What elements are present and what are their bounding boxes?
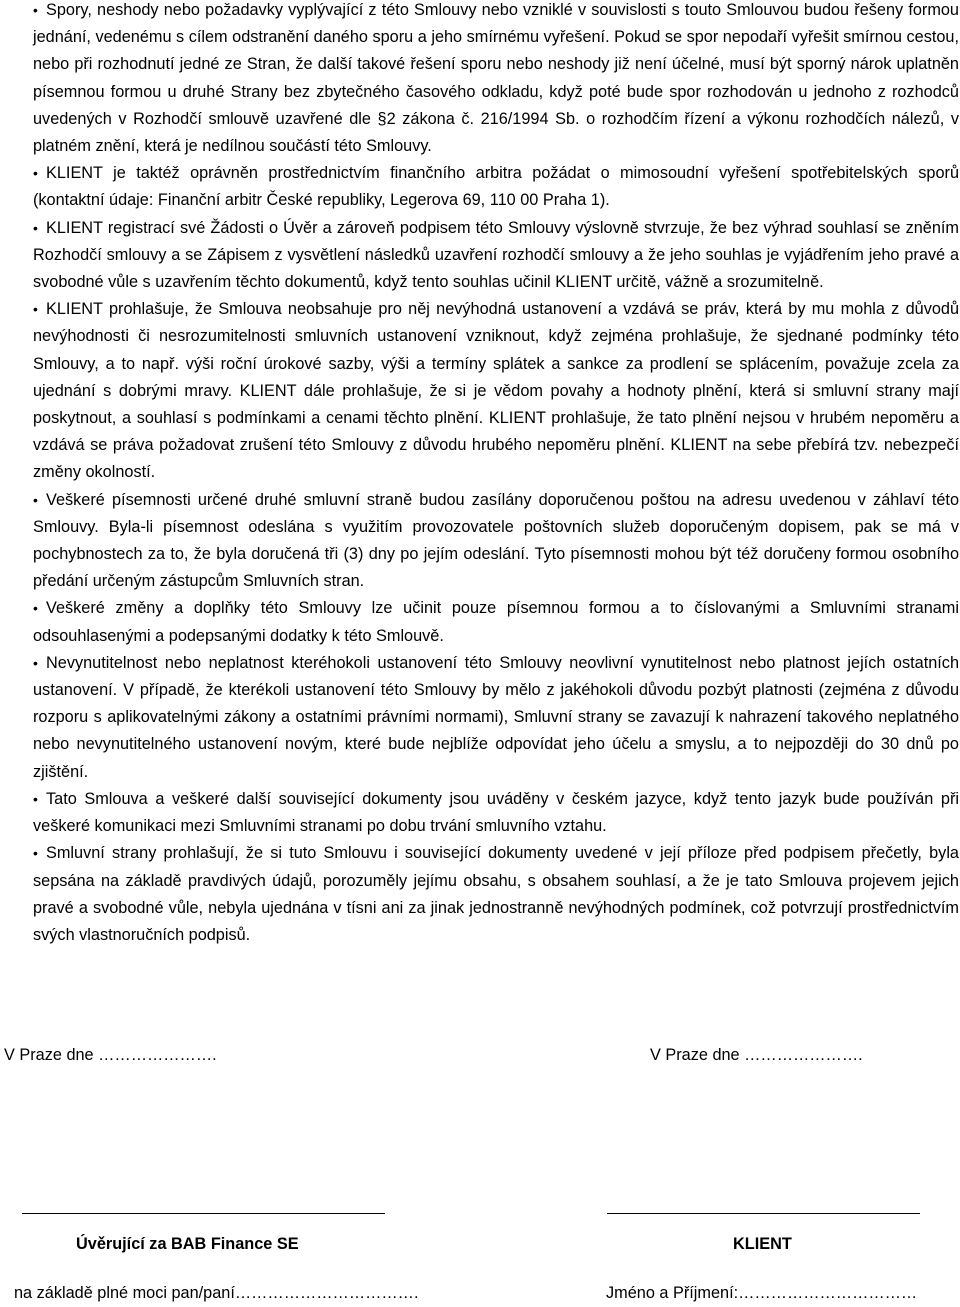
clause-item [33,840,959,949]
clause-item [33,487,959,596]
bullet-icon: • [33,790,38,807]
clause-item [33,650,959,786]
bullet-icon: • [33,2,38,18]
clause-item [33,215,959,297]
clause-text: KLIENT je taktéž oprávněn prostřednictvím finančního arbitra požádat o mimosoudní vyřešení spotřebitelských sporů (kontaktní údaje: Finanční arbitr České republiky, Legerova 69, 110 00 Praha 1). [33,164,959,210]
bullet-icon: • [33,600,38,617]
clause-text: Spory, neshody nebo požadavky vyplývající z této Smlouvy nebo vzniklé v souvislosti s touto Smlouvou budou řešeny formou jednání, vedenému s cílem odstranění daného sporu a jeho smírnému vyřešení. Pokud se spor nepodaří vyřešit smírnou cestou, nebo při rozhodnutí jedné ze Stran, že další takové řešení sporu nebo neshody již není účelné, musí být sporný nárok uplatněn písemnou formou u druhé Strany bez zbytečného časového odkladu, když poté bude spor rozhodován u jednoho z rozhodců uvedených v Rozhodčí smlouvě uzavřené dle §2 zákona č. 216/1994 Sb. o rozhodčím řízení a výkonu rozhodčích nálezů, v platném znění, která je nedílnou součástí této Smlouvy. [33,1,959,156]
clause-text: Smluvní strany prohlašují, že si tuto Smlouvu i související dokumenty uvedené v její příloze před podpisem přečetly, byla sepsána na základě pravdivých údajů, porozuměly jejímu obsahu, s obsahem souhlasí, a že je tato Smlouva projevem jejich pravé a svobodné vůle, nebyla ujednána v tísni ani za jinak jednostranně nevýhodných podmínek, což potvrzují prostřednictvím svých vlastnoručních podpisů. [33,844,959,944]
clause-list [33,0,959,949]
left-place-date: V Praze dne …………………. [4,1046,217,1064]
clause-text: KLIENT registrací své Žádosti o Úvěr a zároveň podpisem této Smlouvy výslovně stvrzuje, že bez výhrad souhlasí se zněním Rozhodčí smlouvy a se Zápisem z vysvětlení následků uzavření rozhodčí smlouvy a že jeho souhlas je vyjádřením jeho pravé a svobodné vůle s uzavřením těchto dokumentů, když tento souhlas učinil KLIENT určitě, vážně a srozumitelně. [33,218,959,292]
bullet-icon: • [33,219,38,236]
clause-text: Nevynutitelnost nebo neplatnost kteréhokoli ustanovení této Smlouvy neovlivní vynutitelnost nebo platnost jejích ostatních ustanovení. V případě, že kterékoli ustanovení této Smlouvy by mělo z jakéhokoli důvodu pozbýt platnosti (zejména z důvodu rozporu s aplikovatelnými zákony a ostatními právními normami), Smluvní strany se zavazují k nahrazení takového neplatného nebo nevynutitelného ustanovení novým, které bude nejblíže odpovídat jeho účelu a smyslu, a to nejpozději do 30 dnů po zjištění. [33,653,959,781]
bullet-icon: • [33,165,38,182]
right-name-line: Jméno a Příjmení:…………………………… [606,1284,918,1302]
clause-item [33,160,959,214]
clause-item [33,0,959,160]
left-signature-line [22,1213,385,1214]
clause-item [33,296,959,486]
right-party-label: KLIENT [733,1235,792,1253]
right-place-date: V Praze dne …………………. [650,1046,863,1064]
bullet-icon: • [33,654,38,671]
bullet-icon: • [33,301,38,318]
bullet-icon: • [33,491,38,508]
left-party-label: Úvěrující za BAB Finance SE [76,1235,299,1253]
left-authority-line: na základě plné moci pan/paní……………………………. [14,1284,419,1302]
clause-item [33,595,959,649]
clause-text: Veškeré písemnosti určené druhé smluvní straně budou zasílány doporučenou poštou na adresu uvedenou v záhlaví této Smlouvy. Byla-li písemnost odeslána s využitím provozovatele poštovních služeb doporučeným dopisem, pak se má v pochybnostech za to, že byla doručená tři (3) dny po jejím odeslání. Tyto písemnosti mohou být též doručeny formou osobního předání určeným zástupcům Smluvních stran. [33,490,959,591]
right-signature-line [607,1213,920,1214]
clause-text: KLIENT prohlašuje, že Smlouva neobsahuje pro něj nevýhodná ustanovení a vzdává se práv, která by mu mohla z důvodů nevýhodnosti či nesrozumitelnosti smluvních ustanovení vzniknout, když zejména prohlašuje, že sjednané podmínky této Smlouvy, a to např. výši roční úrokové sazby, výši a termíny splátek a sankce za prodlení se splácením, považuje zcela za ujednání s dobrými mravy. KLIENT dále prohlašuje, že si je vědom povahy a hodnoty plnění, která si smluvní strany mají poskytnout, a souhlasí s podmínkami a cenami těchto plnění. KLIENT prohlašuje, že tato plnění nejsou v hrubém nepoměru a vzdává se práva požadovat zrušení této Smlouvy z důvodu hrubého nepoměru plnění. KLIENT na sebe přebírá tzv. nebezpečí změny okolností. [33,300,959,482]
bullet-icon: • [33,845,38,862]
clause-text: Veškeré změny a doplňky této Smlouvy lze učinit pouze písemnou formou a to číslovanými a Smluvními stranami odsouhlasenými a podepsanými dodatky k této Smlouvě. [33,599,959,645]
clause-item [33,786,959,840]
clause-text: Tato Smlouva a veškeré další související dokumenty jsou uváděny v českém jazyce, když tento jazyk bude používán při veškeré komunikaci mezi Smluvními stranami po dobu trvání smluvního vztahu. [33,789,959,836]
